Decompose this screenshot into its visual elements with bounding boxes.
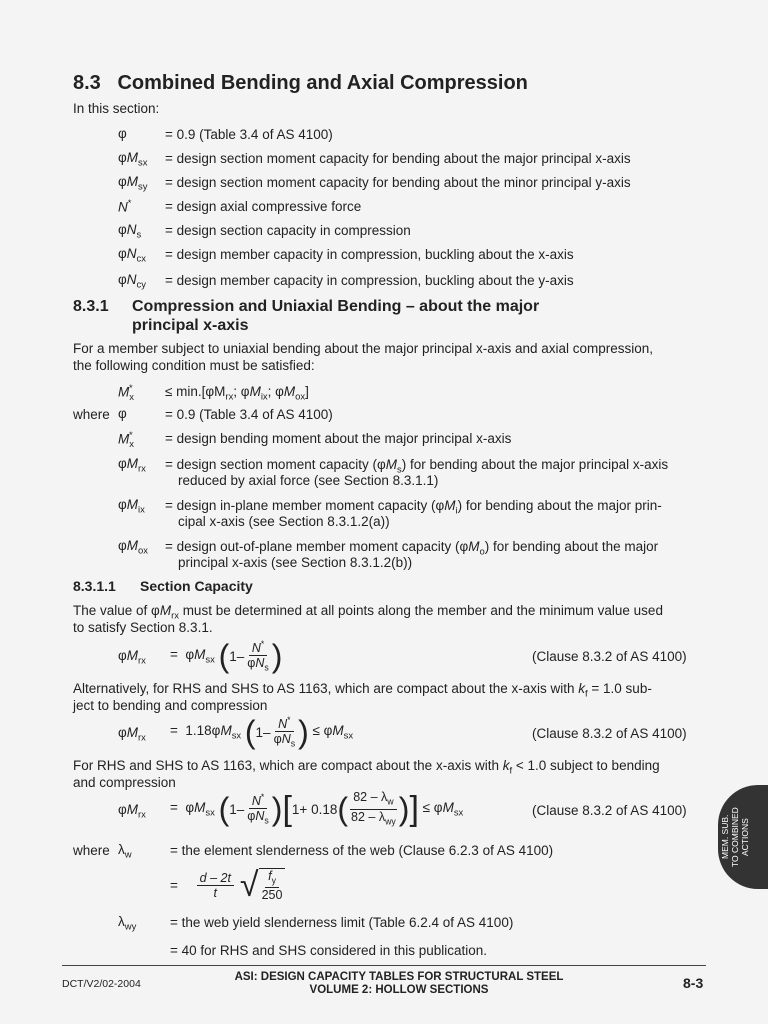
subsubsection-title: Section Capacity — [140, 578, 253, 594]
definition-text: = design bending moment about the major principal x-axis — [165, 431, 512, 446]
definition-text: = 0.9 (Table 3.4 of AS 4100) — [165, 407, 333, 422]
subsubsection-number: 8.3.1.1 — [73, 578, 116, 594]
page-number: 8-3 — [683, 975, 704, 991]
definition-text: cipal x-axis (see Section 8.3.1.2(a)) — [178, 514, 390, 529]
equation-lambda-w: = $\frac{d - 2t}{t}$ √ $\frac{f_y}{250}$ — [170, 864, 285, 906]
paragraph-line: the following condition must be satisfied: — [73, 358, 315, 373]
symbol-mx-star: $M_x^*$ — [118, 430, 134, 451]
subsection-title-line2: principal x-axis — [132, 317, 249, 334]
symbol-lambda-wy: $\lambda_{wy}$ — [118, 914, 137, 933]
definition-text: = the element slenderness of the web (Clause 6.2.3 of AS 4100) — [170, 843, 554, 858]
paragraph-line: For RHS and SHS to AS 1163, which are compact about the x-axis with $k_f < 1.0$ subject to bending — [73, 758, 660, 777]
where-label: where — [73, 407, 110, 422]
clause-reference: (Clause 8.3.2 of AS 4100) — [532, 726, 687, 741]
definition-text: = design section moment capacity for bending about the minor principal y-axis — [165, 175, 631, 190]
symbol-phi-msx: $\varphi M_{sx}$ — [118, 150, 148, 169]
definition-text: = design member capacity in compression, buckling about the x-axis — [165, 247, 574, 262]
equation-lhs: $\varphi M_{rx}$ — [118, 802, 146, 821]
chapter-tab-label: MEM. SUB. TO COMBINED ACTIONS — [720, 807, 750, 867]
definition-text: = design section moment capacity for bending about the major principal x-axis — [165, 151, 631, 166]
definition-text: = design section moment capacity $(\varphi M_s)$ for bending about the major principal x-axis — [165, 457, 669, 476]
footer-code: DCT/V2/02-2004 — [62, 978, 141, 990]
section-number: 8.3 — [73, 72, 101, 94]
section-heading — [73, 72, 528, 95]
condition-formula: ≤ $\min.[\varphi M_{rx}$; $\varphi M_{ix}$; $\varphi M_{ox}$] — [165, 384, 309, 403]
subsection-number: 8.3.1 — [73, 298, 109, 315]
paragraph-line: Alternatively, for RHS and SHS to AS 1163, which are compact about the x-axis with $k_f = 1.0$ sub- — [73, 681, 652, 700]
definition-text: reduced by axial force (see Section 8.3.1.1) — [178, 473, 439, 488]
definition-text: = the web yield slenderness limit (Table 6.2.4 of AS 4100) — [170, 915, 514, 930]
definition-text: = design section capacity in compression — [165, 223, 411, 238]
definition-text: = design axial compressive force — [165, 199, 362, 214]
paragraph-line: and compression — [73, 775, 176, 790]
section-intro: In this section: — [73, 101, 160, 116]
paragraph-line: to satisfy Section 8.3.1. — [73, 620, 213, 635]
paragraph-line: For a member subject to uniaxial bending about the major principal x-axis and axial compression, — [73, 341, 654, 356]
definition-text: = design out-of-plane member moment capacity $(\varphi M_o)$ for bending about the major — [165, 539, 659, 558]
paragraph-line: The value of $\varphi M_{rx}$ must be determined at all points along the member and the minimum value used — [73, 603, 663, 622]
clause-reference: (Clause 8.3.2 of AS 4100) — [532, 803, 687, 818]
symbol-phi-ncx: $\varphi N_{cx}$ — [118, 246, 146, 265]
clause-reference: (Clause 8.3.2 of AS 4100) — [532, 649, 687, 664]
equation-3: = $\varphi M_{sx}$ ( 1– $\frac{N^*}{\varphi N_s}$ ) [ 1+ 0.18 ( $\frac{82 - \lambda_w}{82 - \lambda_{wy}}$ ) ] ≤ $\varphi M_{sx}$ — [170, 790, 464, 828]
definition-text: principal x-axis (see Section 8.3.1.2(b)) — [178, 555, 413, 570]
symbol-phi-mix: $\varphi M_{ix}$ — [118, 497, 145, 516]
footer-title: ASI: DESIGN CAPACITY TABLES FOR STRUCTURAL STEEL VOLUME 2: HOLLOW SECTIONS — [234, 971, 564, 996]
symbol-phi-mox: $\varphi M_{ox}$ — [118, 538, 148, 557]
symbol-phi-ncy: $\varphi N_{cy}$ — [118, 272, 146, 291]
paragraph-line: ject to bending and compression — [73, 698, 268, 713]
definition-text: = 0.9 (Table 3.4 of AS 4100) — [165, 127, 333, 142]
definition-text: = 40 for RHS and SHS considered in this publication. — [170, 943, 488, 958]
where-label: where — [73, 843, 110, 858]
definition-text: = design in-plane member moment capacity $(\varphi M_i)$ for bending about the major prin- — [165, 498, 662, 517]
symbol-phi-ns: $\varphi N_s$ — [118, 222, 142, 241]
equation-2: = $1.18\varphi M_{sx}$ ( 1– $\frac{N^*}{\varphi N_s}$ ) ≤ $\varphi M_{sx}$ — [170, 714, 354, 750]
symbol-phi-msy: $\varphi M_{sy}$ — [118, 174, 148, 193]
equation-lhs: $\varphi M_{rx}$ — [118, 725, 146, 744]
symbol-n-star: N* — [118, 198, 132, 215]
subsection-title-line1: Compression and Uniaxial Bending – about the major — [132, 298, 540, 315]
symbol-phi-mrx: $\varphi M_{rx}$ — [118, 456, 146, 475]
symbol-mx-star: $M_x^*$ — [118, 383, 134, 404]
footer-rule — [62, 965, 706, 966]
symbol-phi: φ — [118, 126, 127, 141]
equation-1: = $\varphi M_{sx}$ ( 1– $\frac{N^*}{\varphi N_s}$ ) — [170, 638, 283, 674]
equation-lhs: $\varphi M_{rx}$ — [118, 648, 146, 667]
definition-text: = design member capacity in compression, buckling about the y-axis — [165, 273, 574, 288]
section-title: Combined Bending and Axial Compression — [117, 72, 528, 94]
symbol-lambda-w: $\lambda_w$ — [118, 842, 132, 861]
symbol-phi: φ — [118, 406, 127, 421]
